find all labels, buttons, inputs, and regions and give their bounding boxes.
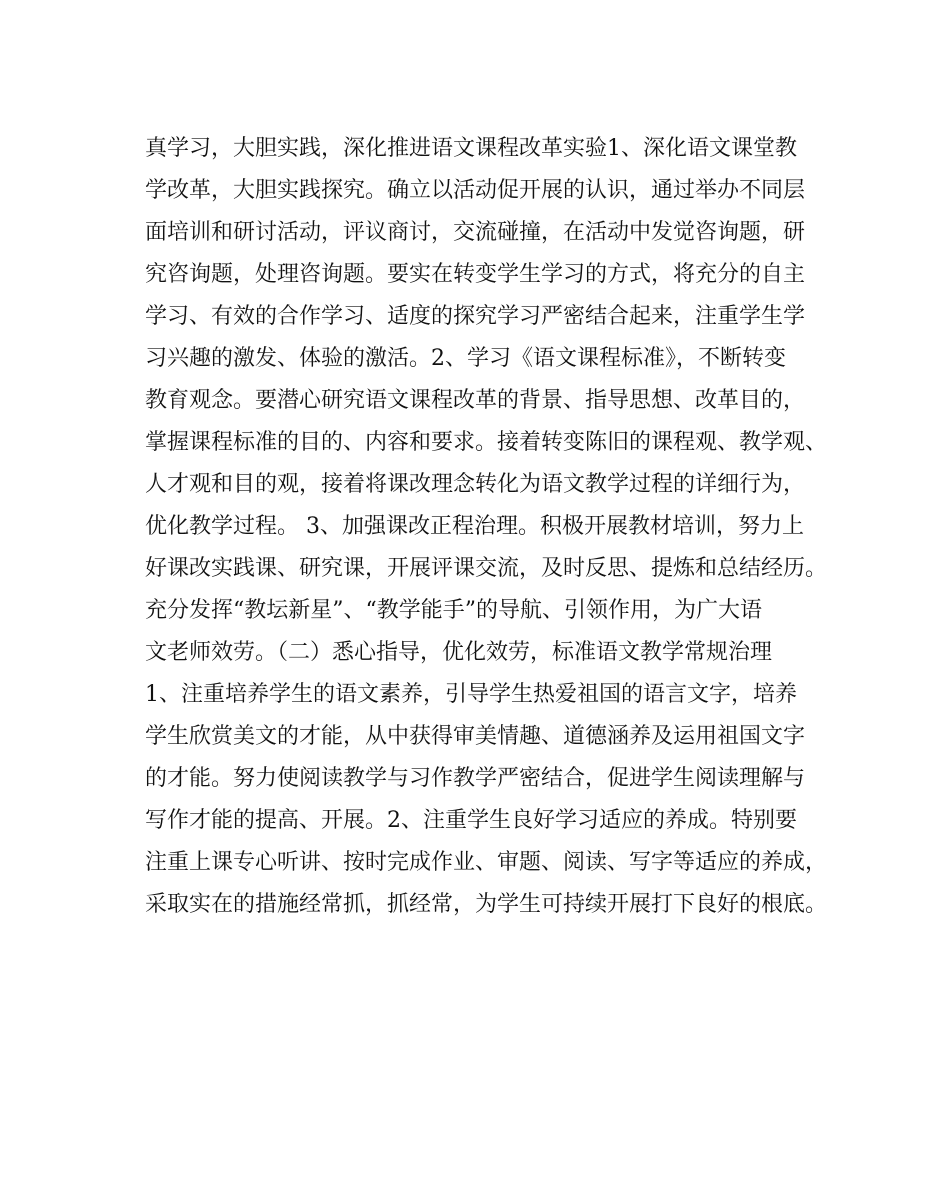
text-line: 真学习，大胆实践，深化推进语文课程改革实验1、深化语文课堂教 <box>145 136 797 161</box>
text-line: 掌握课程标准的目的、内容和要求。接着转变陈旧的课程观、教学观、 <box>145 430 828 455</box>
text-line: 面培训和研讨活动，评议商讨，交流碰撞，在活动中发觉咨询题，研 <box>145 220 806 245</box>
text-line: 好课改实践课、研究课，开展评课交流，及时反思、提炼和总结经历。 <box>145 556 828 581</box>
text-line: 的才能。努力使阅读教学与习作教学严密结合，促进学生阅读理解与 <box>145 766 806 791</box>
text-line: 学生欣赏美文的才能，从中获得审美情趣、道德涵养及运用祖国文字 <box>145 724 806 749</box>
text-line: 教育观念。要潜心研究语文课程改革的背景、指导思想、改革目的， <box>145 388 806 413</box>
text-line: 究咨询题，处理咨询题。要实在转变学生学习的方式，将充分的自主 <box>145 262 806 287</box>
text-line: 1、注重培养学生的语文素养，引导学生热爱祖国的语言文字，培养 <box>145 682 797 707</box>
text-line: 采取实在的措施经常抓，抓经常，为学生可持续开展打下良好的根底。 <box>145 892 828 917</box>
text-line: 人才观和目的观，接着将课改理念转化为语文教学过程的详细行为， <box>145 472 806 497</box>
document-body <box>145 128 828 926</box>
text-line: 充分发挥“教坛新星”、“教学能手”的导航、引领作用，为广大语 <box>145 598 762 623</box>
text-line: 习兴趣的激发、体验的激活。2、学习《语文课程标准》，不断转变 <box>145 346 786 371</box>
text-line: 优化教学过程。 3、加强课改正程治理。积极开展教材培训，努力上 <box>145 514 804 539</box>
text-line: 写作才能的提高、开展。2、注重学生良好学习适应的养成。特别要 <box>145 808 797 833</box>
text-line: 文老师效劳。（二）悉心指导，优化效劳，标准语文教学常规治理 <box>145 640 773 665</box>
text-line: 学改革，大胆实践探究。确立以活动促开展的认识，通过举办不同层 <box>145 178 806 203</box>
text-line: 学习、有效的合作学习、适度的探究学习严密结合起来，注重学生学 <box>145 304 806 329</box>
text-line: 注重上课专心听讲、按时完成作业、审题、阅读、写字等适应的养成， <box>145 850 828 875</box>
